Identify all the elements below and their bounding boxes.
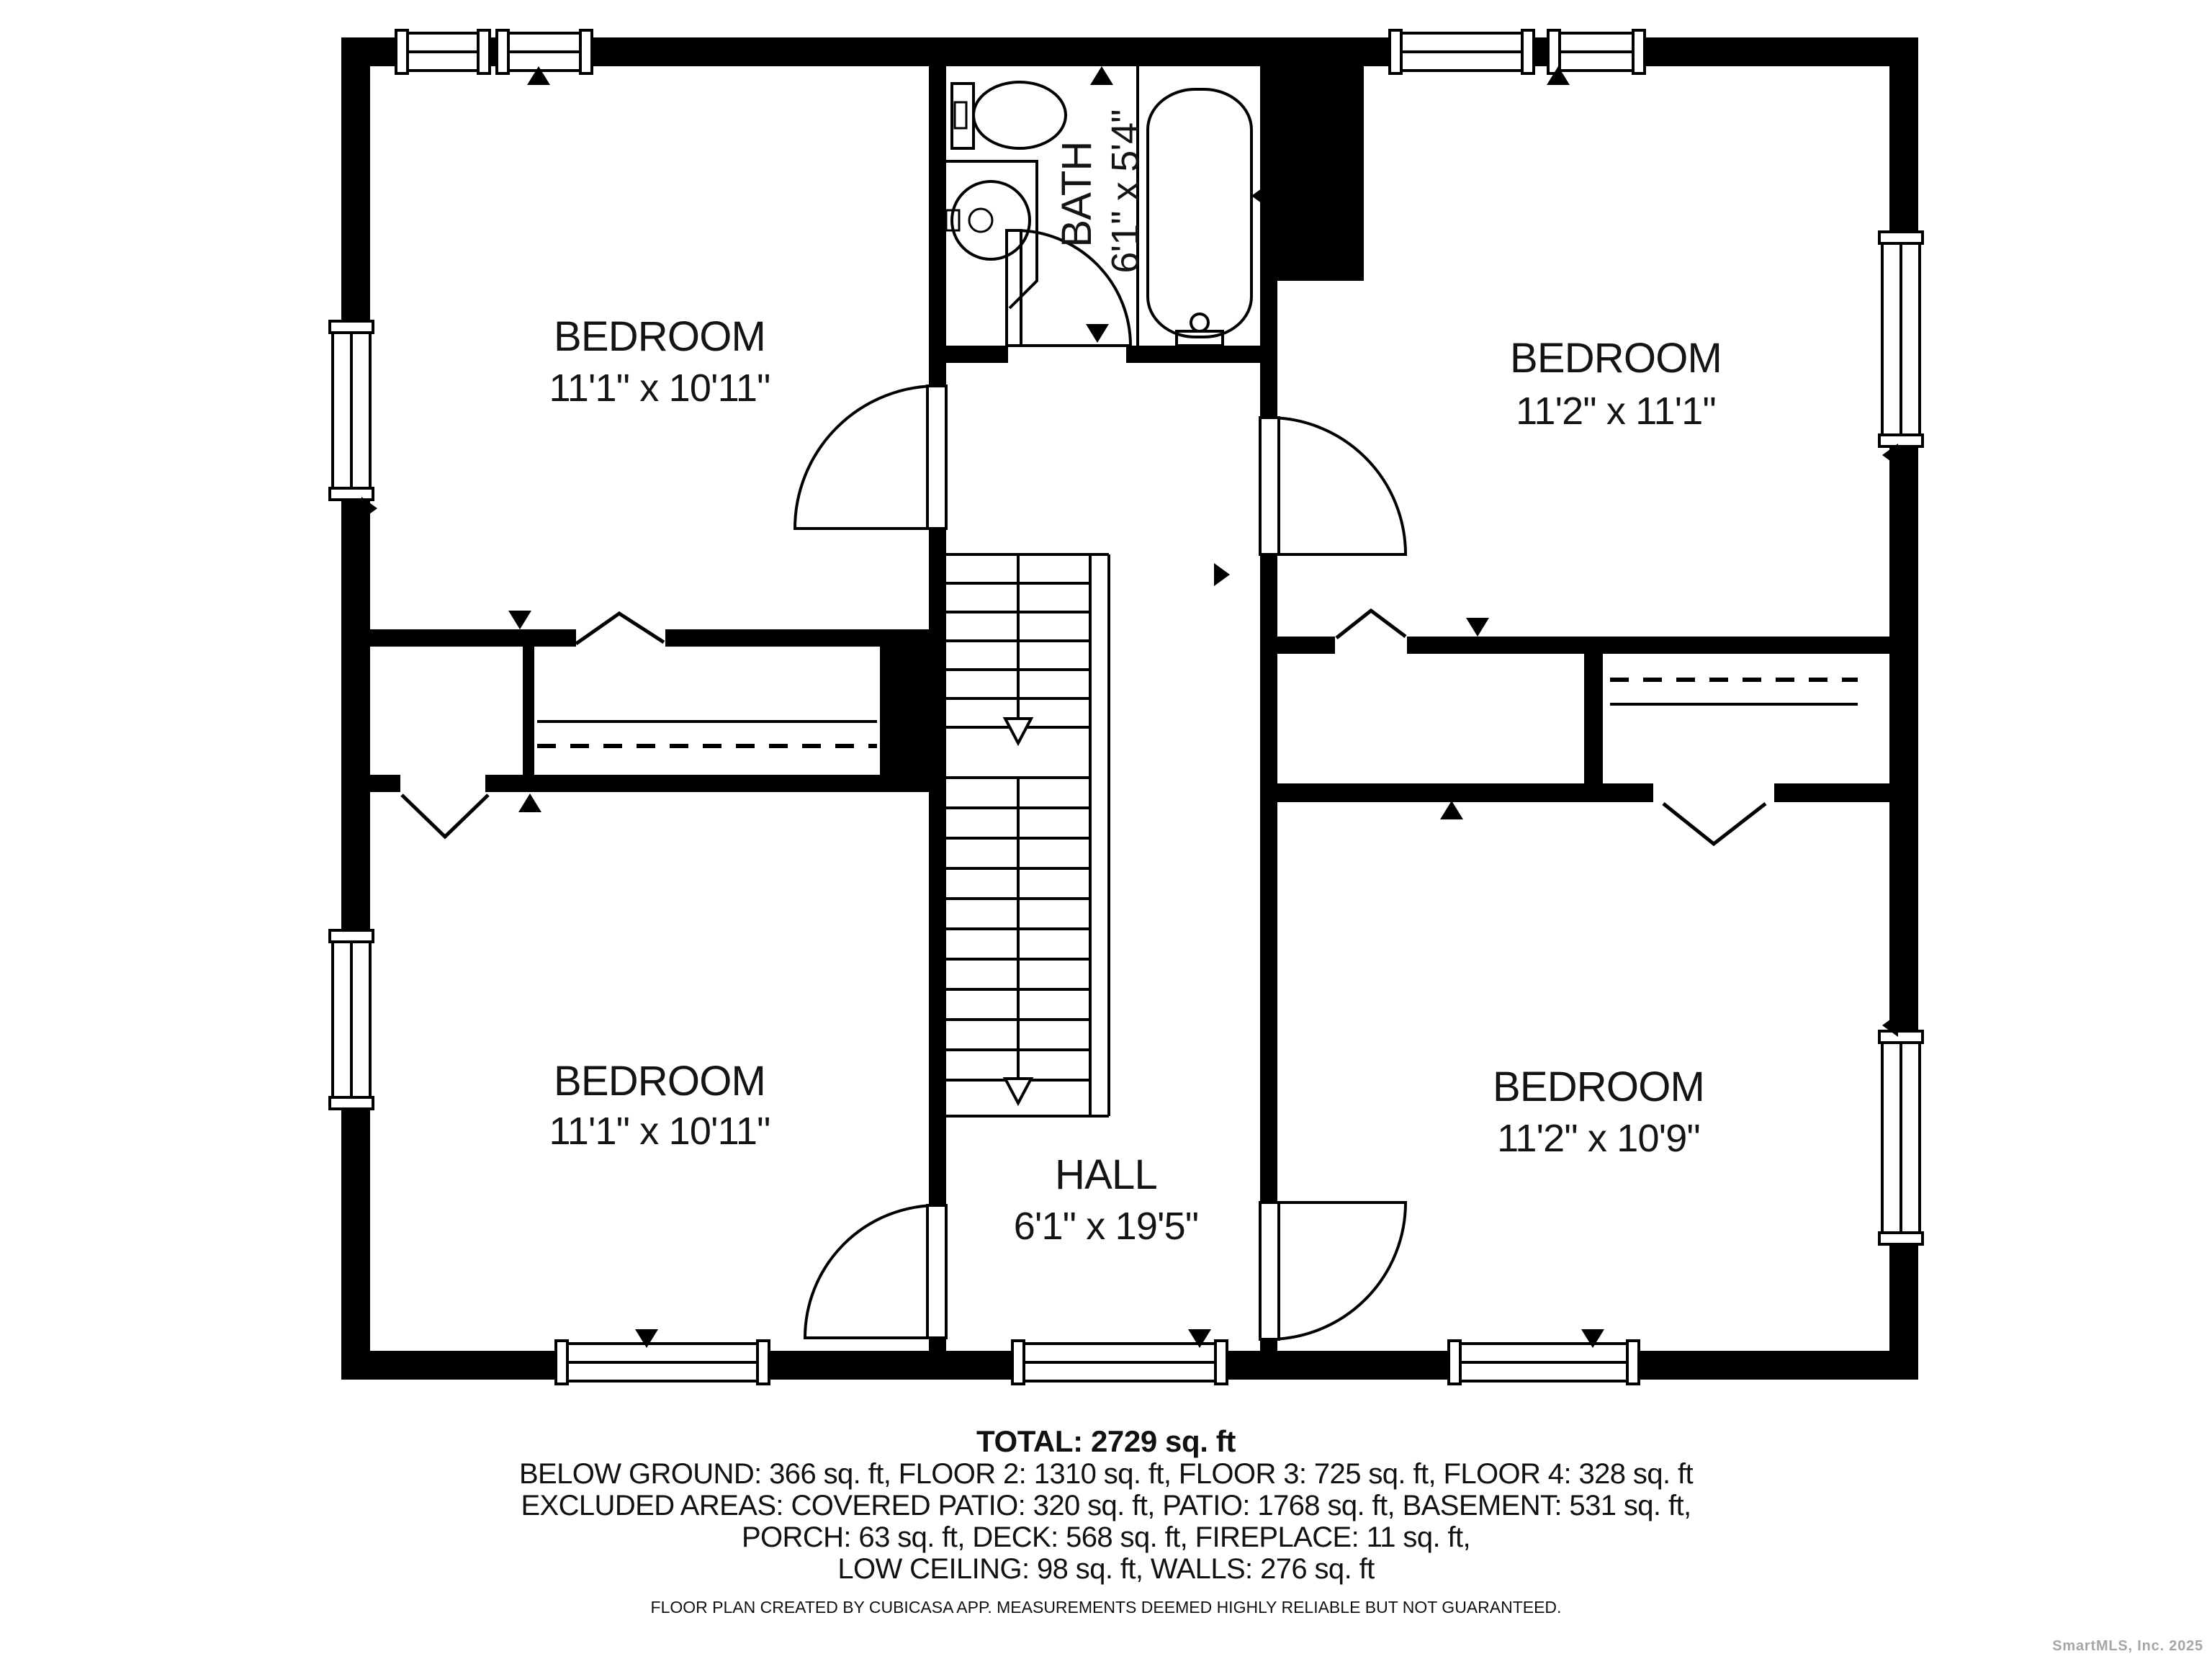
- junction-marker-icon: [1214, 563, 1230, 586]
- room-label-hall: HALL: [1055, 1153, 1157, 1199]
- window-right-1: [1879, 232, 1923, 446]
- toilet-fixture: [952, 82, 1066, 148]
- closet-right: [1610, 680, 1858, 704]
- door-leaf: [1260, 418, 1279, 554]
- door-bedroom-bottom-left: [805, 1205, 946, 1338]
- door-arc: [795, 386, 938, 529]
- room-dims-bedroom-top-left: 11'1" x 10'11": [549, 367, 770, 410]
- room-label-bedroom-top-left: BEDROOM: [553, 315, 766, 361]
- room-label-bedroom-top-right: BEDROOM: [1509, 336, 1722, 382]
- door-arc: [805, 1205, 938, 1338]
- summary-line-4: LOW CEILING: 98 sq. ft, WALLS: 276 sq. ft: [837, 1554, 1375, 1586]
- room-dims-bedroom-bottom-right: 11'2" x 10'9": [1497, 1117, 1700, 1160]
- junction-marker-icon: [1440, 801, 1463, 819]
- door-leaf: [927, 1205, 946, 1338]
- window-left-2: [330, 930, 373, 1109]
- junction-marker-icon: [1090, 66, 1113, 85]
- closet-door-chevron-icon: [402, 795, 488, 837]
- closet-left: [537, 721, 877, 746]
- door-bedroom-bottom-right: [1260, 1202, 1406, 1339]
- room-label-bath: BATH: [1055, 141, 1101, 248]
- window-top-2: [497, 30, 592, 73]
- door-bedroom-top-left: [795, 386, 946, 529]
- bathtub-fixture: [1138, 66, 1251, 346]
- summary-line-1: BELOW GROUND: 366 sq. ft, FLOOR 2: 1310 sq. ft, FLOOR 3: 725 sq. ft, FLOOR 4: 328 sq. ft: [518, 1459, 1694, 1491]
- room-dims-hall: 6'1" x 19'5": [1013, 1205, 1199, 1248]
- door-arc: [1269, 418, 1406, 554]
- window-bottom-1: [556, 1341, 769, 1384]
- closet-door-chevron-icon: [576, 613, 664, 644]
- room-label-bedroom-bottom-left: BEDROOM: [553, 1059, 766, 1105]
- window-top-3: [1390, 30, 1534, 73]
- window-left-1: [330, 321, 373, 500]
- staircase: [946, 554, 1109, 1116]
- window-top-1: [396, 30, 490, 73]
- stairs-down-arrow-icon: [1005, 1079, 1031, 1103]
- watermark-text: SmartMLS, Inc. 2025: [2052, 1639, 2203, 1655]
- window-bottom-3: [1449, 1341, 1639, 1384]
- window-right-2: [1879, 1031, 1923, 1244]
- door-leaf: [1260, 1202, 1279, 1339]
- door-arc: [1269, 1202, 1406, 1339]
- summary-line-3: PORCH: 63 sq. ft, DECK: 568 sq. ft, FIREPLACE: 11 sq. ft,: [741, 1522, 1471, 1554]
- window-bottom-2: [1012, 1341, 1227, 1384]
- room-label-bedroom-bottom-right: BEDROOM: [1492, 1065, 1705, 1111]
- area-summary: [0, 1427, 2212, 1619]
- room-dims-bedroom-bottom-left: 11'1" x 10'11": [549, 1110, 770, 1153]
- room-dims-bedroom-top-right: 11'2" x 11'1": [1516, 390, 1716, 433]
- junction-marker-icon: [508, 611, 531, 629]
- total-area-text: TOTAL: 2729 sq. ft: [976, 1426, 1236, 1459]
- tub-faucet: [1191, 314, 1208, 331]
- door-bedroom-top-right: [1260, 418, 1406, 554]
- door-leaf: [927, 386, 946, 529]
- junction-marker-icon: [518, 793, 541, 812]
- closet-door-chevron-icon: [1663, 804, 1766, 844]
- summary-line-2: EXCLUDED AREAS: COVERED PATIO: 320 sq. ft, PATIO: 1768 sq. ft, BASEMENT: 531 sq. ft,: [521, 1491, 1691, 1522]
- closet-door-chevron-icon: [1336, 611, 1406, 638]
- window-top-4: [1548, 30, 1645, 73]
- disclaimer-text: FLOOR PLAN CREATED BY CUBICASA APP. MEASUREMENTS DEEMED HIGHLY RELIABLE BUT NOT GUARANTEED.: [650, 1600, 1562, 1617]
- junction-marker-icon: [1251, 184, 1267, 207]
- room-dims-bath: 6'1" x 5'4": [1104, 109, 1147, 274]
- stairs-down-arrow-icon: [1005, 719, 1031, 743]
- junction-marker-icon: [1466, 618, 1489, 637]
